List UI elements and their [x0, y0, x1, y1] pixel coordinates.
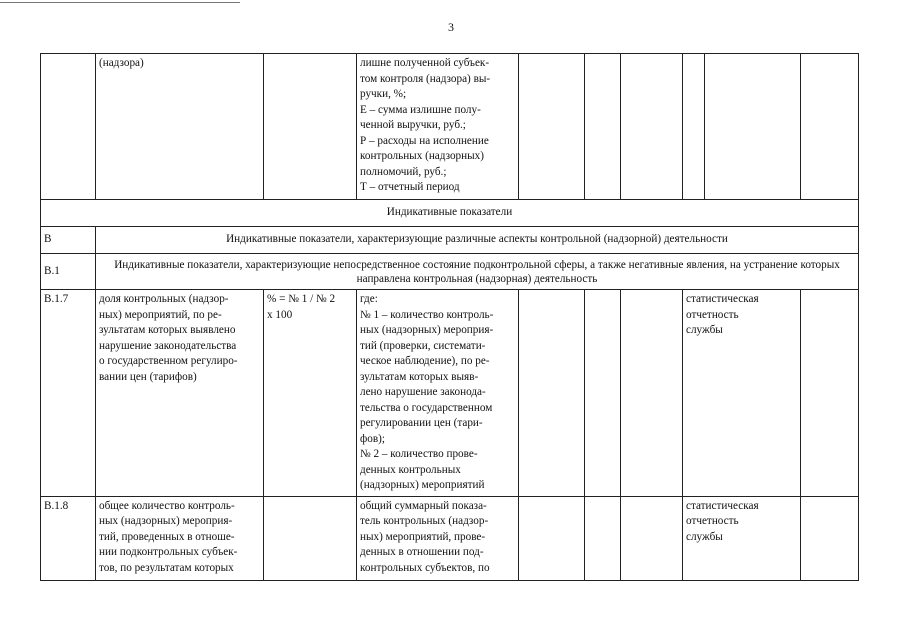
row-code: В.1.7 [41, 290, 96, 497]
formula-cell: % = № 1 / № 2 х 100 [264, 290, 357, 497]
table-row [41, 227, 859, 254]
table-row [41, 200, 859, 227]
formula-description-cell: где: № 1 – количество контроль- ных (надзорных) мероприя- тий (проверки, системати- ческое наблюдение), по ре- зультатам которых выяв- лено нарушение законода- тельства о государственном регулировании цен (тари- фов); № 2 – количество прове- денных контрольных (надзорных) мероприятий [357, 290, 519, 497]
indicator-name-cell: общее количество контроль- ных (надзорных) мероприя- тий, проведенных в отноше- нии подконтрольных субъек- тов, по результатам которых [96, 496, 264, 580]
top-rule [0, 2, 240, 3]
indicator-name-cell: (надзора) [96, 54, 264, 200]
table-row [41, 54, 859, 200]
page-number: 3 [448, 20, 454, 34]
table-row [41, 254, 859, 290]
formula-description-cell: общий суммарный показа- тель контрольных (надзор- ных) мероприятий, прове- денных в отношении под- контрольных субъектов, по [357, 496, 519, 580]
formula-description-cell: лишне полученной субъек- том контроля (надзора) вы- ручки, %; Е – сумма излишне полу- ченной выручки, руб.; Р – расходы на исполнение контрольных (надзорных) полномочий, руб.; Т – отчетный период [357, 54, 519, 200]
row-code: В.1 [41, 254, 96, 290]
indicator-name-cell: доля контрольных (надзор- ных) мероприятий, по ре- зультатам которых выявлено нарушение законодательства о государственном регулиро- вании цен (тарифов) [96, 290, 264, 497]
table-row [41, 290, 859, 497]
section-header: Индикативные показатели [41, 200, 859, 227]
indicators-table [40, 53, 859, 581]
source-cell: статистическая отчетность службы [683, 496, 801, 580]
group-title: Индикативные показатели, характеризующие различные аспекты контрольной (надзорной) деятельности [96, 227, 859, 254]
table-row [41, 496, 859, 580]
row-code: В [41, 227, 96, 254]
row-code: В.1.8 [41, 496, 96, 580]
group-title: Индикативные показатели, характеризующие непосредственное состояние подконтрольной сферы, а также негативные явления, на устранение которых направлена контрольная (надзорная) деятельность [96, 254, 859, 290]
source-cell: статистическая отчетность службы [683, 290, 801, 497]
